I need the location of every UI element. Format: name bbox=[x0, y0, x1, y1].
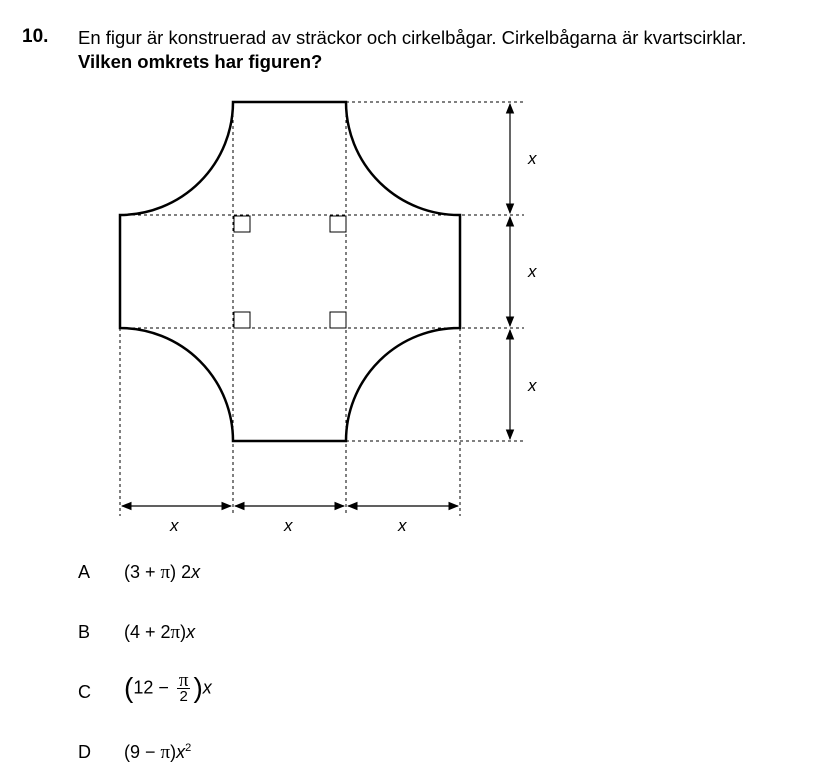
option-a[interactable] bbox=[0, 558, 400, 588]
option-d[interactable] bbox=[0, 738, 400, 768]
dim-label-right-top: x bbox=[528, 149, 537, 168]
dim-label-bottom-right: x bbox=[398, 516, 407, 535]
option-b[interactable] bbox=[0, 618, 400, 648]
dim-label-bottom-middle: x bbox=[284, 516, 293, 535]
figure-outline bbox=[120, 102, 460, 441]
option-letter: C bbox=[78, 682, 91, 702]
question-statement: En figur är konstruerad av sträckor och cirkelbågar. Cirkelbågarna är kvartscirklar. bbox=[78, 27, 747, 48]
right-angle-markers bbox=[234, 216, 346, 328]
construction-lines bbox=[120, 102, 524, 516]
option-expression: (4 + 2π)x bbox=[124, 622, 196, 643]
option-expression: $(9 - \pi)x^2$ bbox=[124, 742, 192, 763]
dim-label-right-bottom: x bbox=[528, 376, 537, 395]
option-expression: (12 − $\frac{\pi}{2}$ )x bbox=[124, 669, 212, 705]
question-number: 10. bbox=[22, 26, 49, 47]
dim-label-bottom-left: x bbox=[170, 516, 179, 535]
dim-label-right-middle: x bbox=[528, 262, 537, 281]
question-prompt: Vilken omkrets har figuren? bbox=[78, 51, 323, 72]
option-letter: D bbox=[78, 742, 91, 762]
option-letter: B bbox=[78, 622, 91, 642]
option-c[interactable] bbox=[0, 669, 400, 712]
option-letter: A bbox=[78, 562, 91, 582]
option-expression: (3 + π) 2x bbox=[124, 562, 201, 583]
